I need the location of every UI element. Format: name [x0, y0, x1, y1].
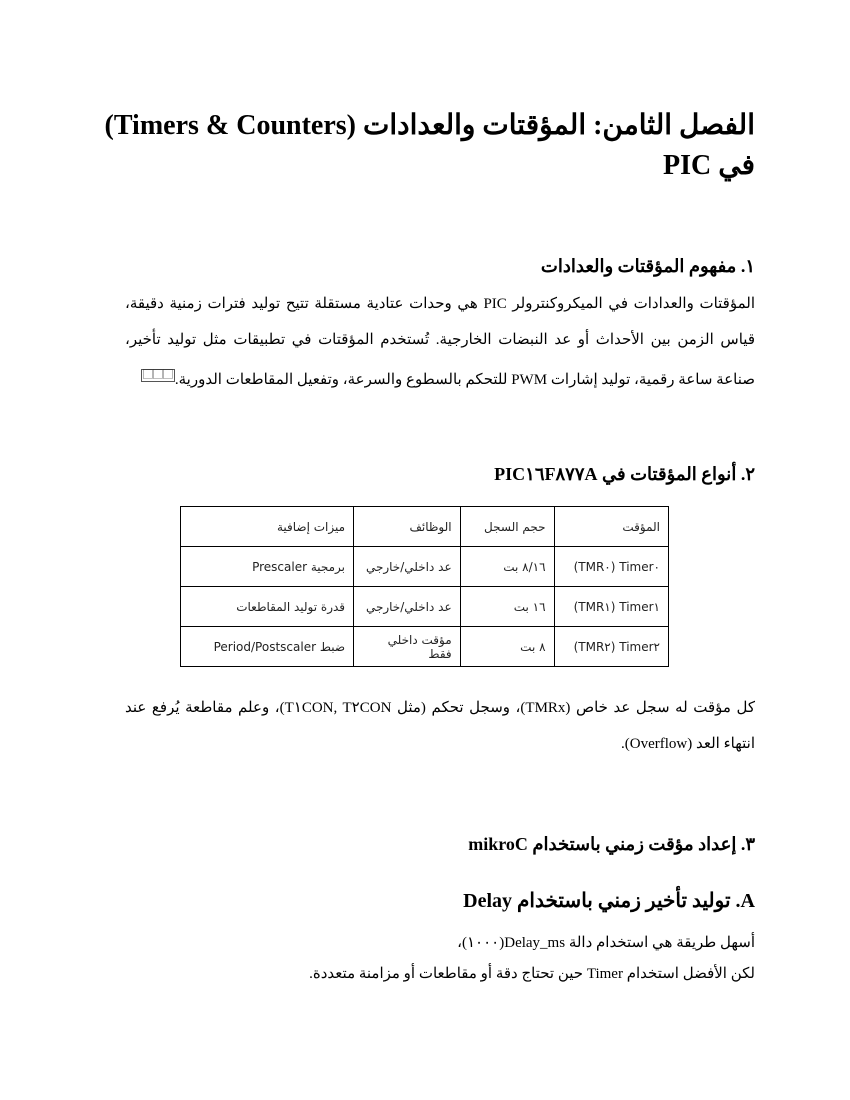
table-row [181, 587, 669, 627]
table-cell: ٨ بت [460, 627, 554, 667]
section1-paragraph [125, 286, 755, 398]
section1-paragraph-text: المؤقتات والعدادات في الميكروكنترولر PIC هي وحدات عتادية مستقلة تتيح توليد فترات زمنية دقيقة، قياس الزمن بين الأحداث أو عد النبضات الخارجية. تُستخدم المؤقتات في تطبيقات مثل توليد تأخير، صناعة ساعة رقمية، توليد إشارات PWM للتحكم بالسطوع والسرعة، وتفعيل المقاطعات الدورية. [125, 296, 756, 388]
timers-table [180, 506, 669, 667]
section3-line1: أسهل طريقة هي استخدام دالة Delay_ms(١٠٠٠)، [457, 935, 755, 951]
table-header-cell: ميزات إضافية [181, 507, 354, 547]
table-cell: قدرة توليد المقاطعات [181, 587, 354, 627]
table-row [181, 547, 669, 587]
table-cell: Timer٠ (TMR٠) [554, 547, 668, 587]
section1-heading: ١. مفهوم المؤقتات والعدادات [540, 256, 755, 276]
table-cell: عد داخلي/خارجي [354, 547, 461, 587]
section3-line2: لكن الأفضل استخدام Timer حين تحتاج دقة أو مقاطعات أو مزامنة متعددة. [309, 966, 755, 982]
section3-subheading: A. توليد تأخير زمني باستخدام Delay [463, 890, 755, 912]
table-cell: Timer٢ (TMR٢) [554, 627, 668, 667]
table-cell: عد داخلي/خارجي [354, 587, 461, 627]
table-cell: برمجية Prescaler [181, 547, 354, 587]
table-cell: مؤقت داخلي فقط [354, 627, 461, 667]
section3-heading: ٣. إعداد مؤقت زمني باستخدام mikroC [468, 834, 755, 854]
table-cell: Timer١ (TMR١) [554, 587, 668, 627]
table-cell: ٨/١٦ بت [460, 547, 554, 587]
table-header-cell: حجم السجل [460, 507, 554, 547]
table-header-cell: الوظائف [354, 507, 461, 547]
section2-note: كل مؤقت له سجل عد خاص (TMRx)، وسجل تحكم (مثل T١CON, T٢CON)، وعلم مقاطعة يُرفع عند انتهاء العد (Overflow). [125, 700, 755, 752]
table-header-row [181, 507, 669, 547]
table-header-cell: المؤقت [554, 507, 668, 547]
chapter-title-line2: في PIC ⃞⃞ [612, 150, 755, 181]
chapter-title-line1: الفصل الثامن: المؤقتات والعدادات (Timers & Counters) [104, 110, 755, 141]
table-cell: ضبط Period/Postscaler [181, 627, 354, 667]
table-row [181, 627, 669, 667]
reference-marker: ⃞⃞⃞ [142, 370, 173, 381]
table-cell: ١٦ بت [460, 587, 554, 627]
section2-heading: ٢. أنواع المؤقتات في PIC١٦F٨٧٧A [494, 464, 755, 484]
